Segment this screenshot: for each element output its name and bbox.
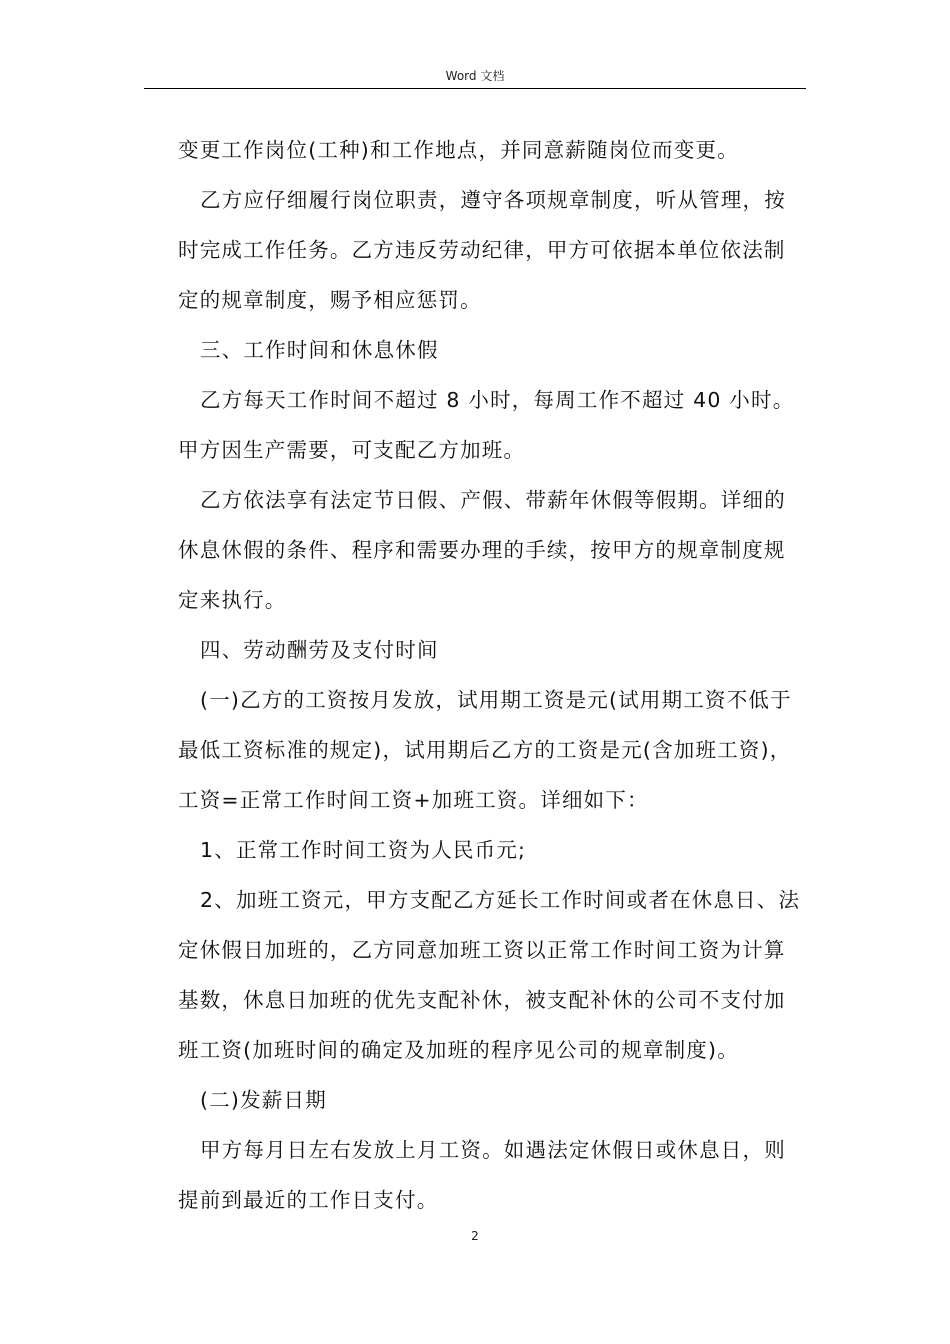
document-body xyxy=(178,125,803,1225)
paragraph: 乙方依法享有法定节日假、产假、带薪年休假等假期。详细的休息休假的条件、程序和需要办理的手续，按甲方的规章制度规定来执行。 xyxy=(178,488,786,612)
paragraph: (一)乙方的工资按月发放，试用期工资是元(试用期工资不低于最低工资标准的规定)，试用期后乙方的工资是元(含加班工资)，工资=正常工作时间工资+加班工资。详细如下： xyxy=(178,688,792,812)
section-heading: 四、劳动酬劳及支付时间 xyxy=(200,638,439,662)
paragraph: 变更工作岗位(工种)和工作地点，并同意薪随岗位而变更。 xyxy=(178,138,739,162)
sub-heading: (二)发薪日期 xyxy=(200,1088,327,1112)
paragraph: 2、加班工资元，甲方支配乙方延长工作时间或者在休息日、法定休假日加班的，乙方同意加班工资以正常工作时间工资为计算基数，休息日加班的优先支配补休，被支配补休的公司不支付加班工资(加班时间的确定及加班的程序见公司的规章制度)。 xyxy=(178,888,801,1062)
paragraph: 乙方每天工作时间不超过 8 小时，每周工作不超过 40 小时。甲方因生产需要，可支配乙方加班。 xyxy=(178,388,795,462)
paragraph: 1、正常工作时间工资为人民币元; xyxy=(200,838,527,862)
section-heading: 三、工作时间和休息休假 xyxy=(200,338,439,362)
page-number: 2 xyxy=(471,1229,479,1243)
page-header: Word 文档 xyxy=(445,69,505,83)
header-divider xyxy=(144,88,806,89)
paragraph: 甲方每月日左右发放上月工资。如遇法定休假日或休息日，则提前到最近的工作日支付。 xyxy=(178,1138,786,1212)
paragraph: 乙方应仔细履行岗位职责，遵守各项规章制度，听从管理，按时完成工作任务。乙方违反劳动纪律，甲方可依据本单位依法制定的规章制度，赐予相应惩罚。 xyxy=(178,188,786,312)
